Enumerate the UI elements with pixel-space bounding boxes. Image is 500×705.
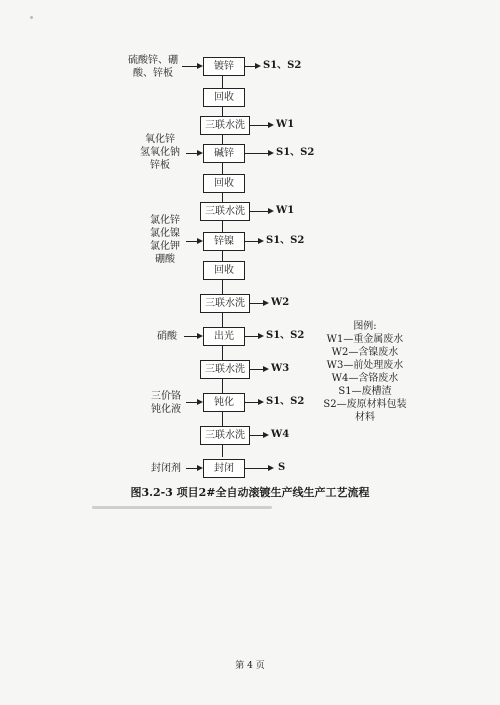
- output-label: W2: [271, 297, 290, 308]
- step-triple-rinse: 三联水洗: [200, 116, 250, 135]
- page-number: 第 4 页: [235, 661, 265, 671]
- input-arrowhead: [197, 238, 203, 244]
- output-arrowhead: [258, 399, 264, 405]
- step-recovery: 回收: [203, 174, 245, 193]
- input-label: [143, 214, 187, 266]
- output-arrow-line: [245, 468, 268, 469]
- step-triple-rinse: 三联水洗: [200, 294, 250, 313]
- input-label: [146, 462, 186, 475]
- input-line: 封闭剂: [151, 463, 181, 474]
- input-arrowhead: [197, 63, 203, 69]
- output-label: S1、S2: [276, 147, 315, 158]
- input-arrowhead: [197, 150, 203, 156]
- input-line: 锌板: [150, 160, 170, 171]
- legend-item: S2—废原材料包装: [323, 399, 407, 410]
- flow-connector: [222, 279, 223, 294]
- step-passivation: 钝化: [203, 393, 245, 412]
- flow-connector: [222, 220, 223, 232]
- output-arrowhead: [263, 432, 269, 438]
- scan-speck: [30, 16, 33, 19]
- legend-item: W4—含铬废水: [331, 373, 399, 384]
- input-arrowhead: [197, 465, 203, 471]
- output-arrow-line: [250, 211, 268, 212]
- output-label: W4: [271, 429, 290, 440]
- step-recovery: 回收: [203, 88, 245, 107]
- flow-connector: [222, 444, 223, 457]
- step-triple-rinse: 三联水洗: [200, 426, 250, 445]
- input-line: 氯化锌: [150, 215, 180, 226]
- output-label: W1: [276, 205, 295, 216]
- output-label: W1: [276, 119, 295, 130]
- input-arrowhead: [197, 399, 203, 405]
- output-arrow-line: [245, 241, 258, 242]
- legend-item: W1—重金属废水: [326, 334, 404, 345]
- output-arrow-line: [250, 435, 263, 436]
- scan-smudge: [92, 506, 272, 509]
- input-arrow-line: [182, 66, 197, 67]
- flow-connector: [222, 312, 223, 327]
- input-line: 三价铬: [151, 391, 181, 402]
- step-zinc-plating: 镀锌: [203, 57, 245, 76]
- flow-connector: [222, 162, 223, 174]
- output-label: S1、S2: [263, 60, 302, 71]
- input-label: [150, 330, 184, 343]
- output-label: S1、S2: [266, 235, 305, 246]
- output-arrowhead: [258, 238, 264, 244]
- output-label: S: [278, 462, 286, 473]
- output-arrow-line: [245, 66, 255, 67]
- step-sealing: 封闭: [203, 459, 245, 478]
- legend-item: 材料: [355, 412, 375, 423]
- input-line: 氯化钾: [150, 241, 180, 252]
- output-arrow-line: [245, 153, 268, 154]
- legend-title: 图例:: [353, 321, 377, 332]
- input-line: 酸、锌板: [133, 68, 173, 79]
- input-label: [135, 133, 185, 172]
- flow-connector: [222, 134, 223, 144]
- input-arrow-line: [186, 468, 197, 469]
- step-alkaline-zinc: 碱锌: [203, 144, 245, 163]
- legend: [310, 320, 420, 424]
- input-label: [146, 390, 186, 416]
- flow-connector: [222, 192, 223, 202]
- input-line: 氯化镍: [150, 228, 180, 239]
- input-line: 硫酸锌、硼: [128, 55, 178, 66]
- input-arrow-line: [186, 402, 197, 403]
- step-brightening: 出光: [203, 327, 245, 346]
- input-line: 硼酸: [155, 254, 175, 265]
- output-arrow-line: [250, 369, 263, 370]
- output-arrowhead: [268, 465, 274, 471]
- output-arrowhead: [263, 366, 269, 372]
- output-label: S1、S2: [266, 396, 305, 407]
- input-line: 硝酸: [157, 331, 177, 342]
- output-label: W3: [271, 363, 290, 374]
- legend-item: W3—前处理废水: [326, 360, 404, 371]
- output-arrow-line: [245, 402, 258, 403]
- flow-connector: [222, 75, 223, 88]
- flow-connector: [222, 378, 223, 393]
- flow-connector: [222, 345, 223, 360]
- flow-connector: [222, 411, 223, 426]
- output-arrowhead: [263, 300, 269, 306]
- output-arrowhead: [255, 63, 261, 69]
- input-arrow-line: [186, 153, 197, 154]
- input-arrow-line: [186, 241, 197, 242]
- output-arrow-line: [245, 336, 258, 337]
- input-line: 氧化锌: [145, 134, 175, 145]
- flow-connector: [222, 106, 223, 116]
- output-arrowhead: [268, 122, 274, 128]
- input-arrow-line: [184, 336, 197, 337]
- step-recovery: 回收: [203, 261, 245, 280]
- input-line: 氢氧化钠: [140, 147, 180, 158]
- step-triple-rinse: 三联水洗: [200, 202, 250, 221]
- flow-connector: [222, 250, 223, 261]
- output-arrowhead: [258, 333, 264, 339]
- input-line: 钝化液: [151, 404, 181, 415]
- step-zinc-nickel: 锌镍: [203, 232, 245, 251]
- figure-caption: 图3.2-3 项目2#全自动滚镀生产线生产工艺流程: [130, 486, 370, 499]
- output-arrow-line: [250, 303, 263, 304]
- legend-item: W2—含镍废水: [331, 347, 399, 358]
- output-arrow-line: [250, 125, 268, 126]
- output-arrowhead: [268, 208, 274, 214]
- output-label: S1、S2: [266, 330, 305, 341]
- input-label: [118, 54, 188, 80]
- legend-item: S1—废槽渣: [338, 386, 392, 397]
- output-arrowhead: [268, 150, 274, 156]
- input-arrowhead: [197, 333, 203, 339]
- step-triple-rinse: 三联水洗: [200, 360, 250, 379]
